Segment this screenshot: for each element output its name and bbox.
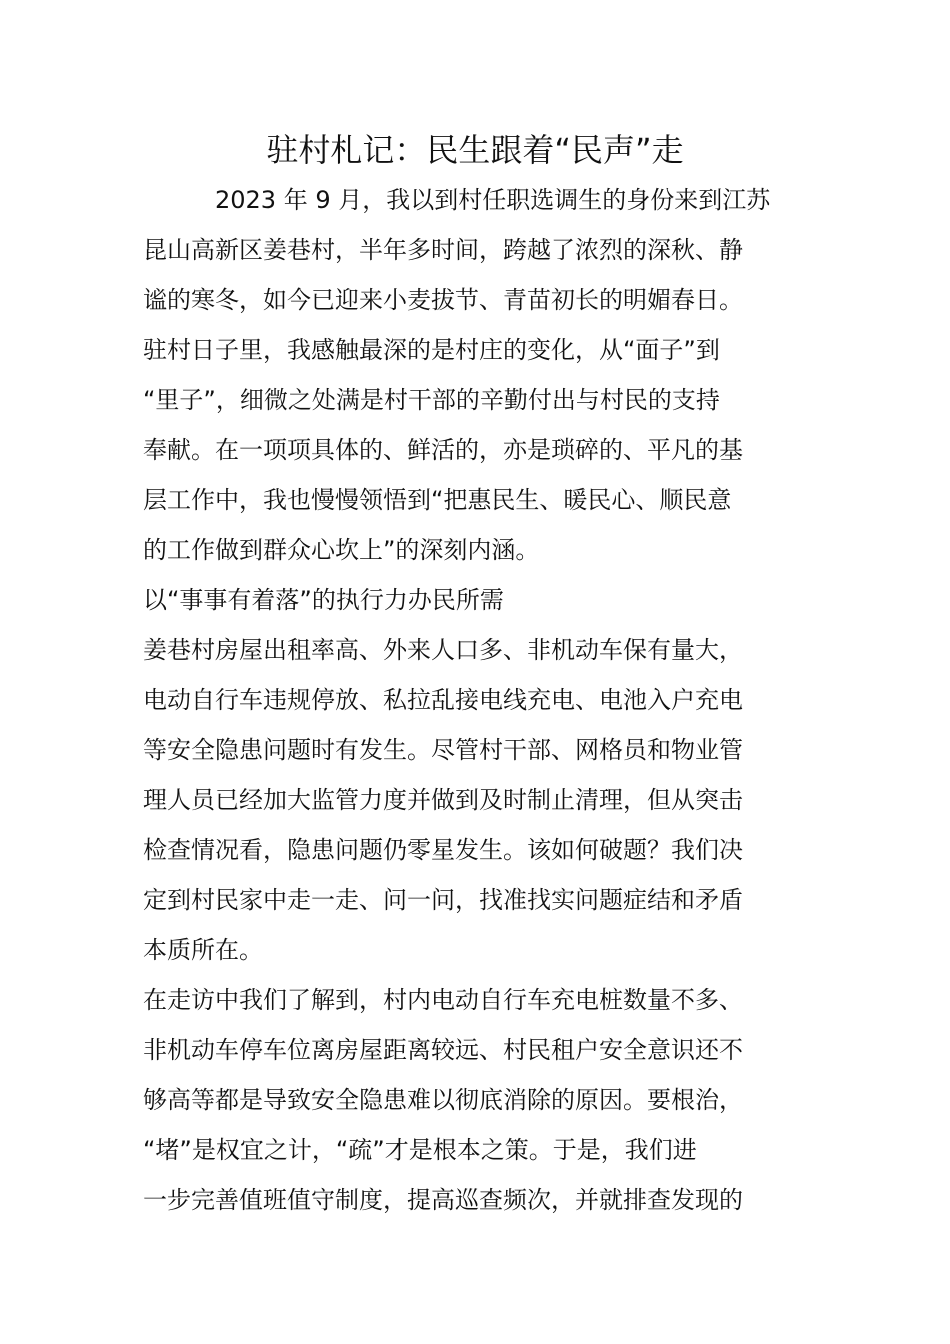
body-line: 谧的寒冬，如今已迎来小麦拔节、青苗初长的明媚春日。 xyxy=(143,286,743,314)
body-line: “堵”是权宜之计，“疏”才是根本之策。于是，我们进 xyxy=(143,1136,697,1164)
body-line: 够高等都是导致安全隐患难以彻底消除的原因。要根治， xyxy=(143,1086,743,1114)
body-line: 姜巷村房屋出租率高、外来人口多、非机动车保有量大， xyxy=(143,636,743,664)
body-line: 理人员已经加大监管力度并做到及时制止清理，但从突击 xyxy=(143,786,743,814)
body-line: 2023 年 9 月，我以到村任职选调生的身份来到江苏 xyxy=(143,186,771,214)
body-line: 层工作中，我也慢慢领悟到“把惠民生、暖民心、顺民意 xyxy=(143,486,732,514)
body-line: 非机动车停车位离房屋距离较远、村民租户安全意识还不 xyxy=(143,1036,743,1064)
document-title: 驻村札记：民生跟着“民声”走 xyxy=(266,131,684,169)
body-line: 一步完善值班值守制度，提高巡查频次，并就排查发现的 xyxy=(143,1186,743,1214)
body-line: 电动自行车违规停放、私拉乱接电线充电、电池入户充电 xyxy=(143,686,743,714)
body-line: 的工作做到群众心坎上”的深刻内涵。 xyxy=(143,536,540,564)
body-line: 奉献。在一项项具体的、鲜活的，亦是琐碎的、平凡的基 xyxy=(143,436,743,464)
section-heading: 以“事事有着落”的执行力办民所需 xyxy=(143,586,504,614)
body-line: 本质所在。 xyxy=(143,936,263,964)
body-line: 在走访中我们了解到，村内电动自行车充电桩数量不多、 xyxy=(143,986,743,1014)
body-line: 昆山高新区姜巷村，半年多时间，跨越了浓烈的深秋、静 xyxy=(143,236,743,264)
body-line: 检查情况看，隐患问题仍零星发生。该如何破题？我们决 xyxy=(143,836,743,864)
body-line: “里子”，细微之处满是村干部的辛勤付出与村民的支持 xyxy=(143,386,720,414)
body-line: 等安全隐患问题时有发生。尽管村干部、网格员和物业管 xyxy=(143,736,743,764)
body-line: 定到村民家中走一走、问一问，找准找实问题症结和矛盾 xyxy=(143,886,743,914)
body-line: 驻村日子里，我感触最深的是村庄的变化，从“面子”到 xyxy=(143,336,720,364)
